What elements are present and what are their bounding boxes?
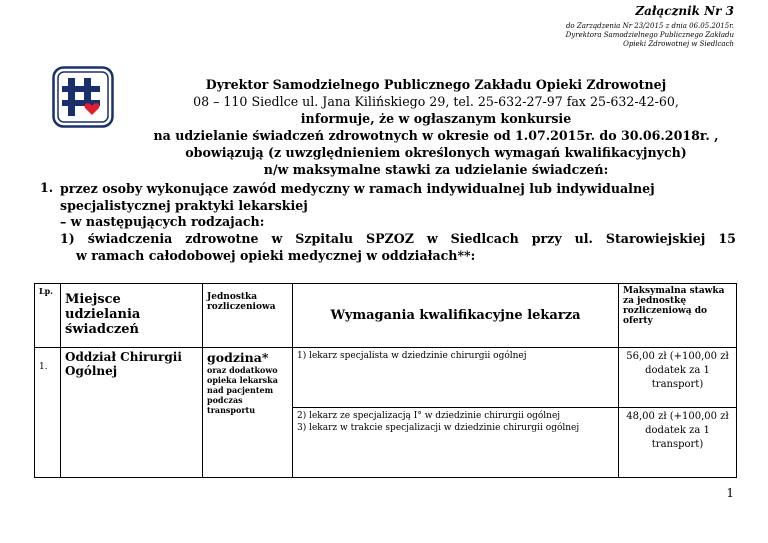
header-rate: Maksymalna stawka za jednostkę rozliczeniową do oferty xyxy=(619,284,737,348)
item-word: świadczenia xyxy=(87,231,173,246)
annex-title: Załącznik Nr 3 xyxy=(635,4,734,18)
rates-table xyxy=(34,283,737,478)
header-line: Dyrektor Samodzielnego Publicznego Zakładu Opieki Zdrowotnej xyxy=(205,77,667,92)
section-text: przez osoby wykonujące zawód medyczny w ramach indywidualnej lub indywidualnej specjalistycznej praktyki lekarskiej xyxy=(60,181,655,213)
requirement-b xyxy=(293,408,619,478)
table-header-row xyxy=(35,284,737,348)
annex-ref-line: Dyrektora Samodzielnego Publicznego Zakładu xyxy=(565,31,734,39)
item-word: 15 xyxy=(718,231,736,246)
section-subtext: – w następujących rodzajach: xyxy=(60,214,265,229)
rate-b: 48,00 zł (+100,00 zł dodatek za 1 transport) xyxy=(619,408,737,478)
header-line: informuje, że w ogłaszanym konkursie xyxy=(300,111,572,126)
item-word: w xyxy=(426,231,438,246)
table-row xyxy=(35,348,737,408)
annex-ref-line: Opieki Zdrowotnej w Siedlcach xyxy=(623,40,734,48)
item-word: Szpitalu xyxy=(295,231,354,246)
header-lp: Lp. xyxy=(35,284,61,348)
requirement-b2: 3) lekarz w trakcie specjalizacji w dziedzinie chirurgii ogólnej xyxy=(297,423,580,433)
header-line: n/w maksymalne stawki za udzielanie świadczeń: xyxy=(263,162,609,177)
header-unit: Jednostka rozliczeniowa xyxy=(203,284,293,348)
annex-reference xyxy=(534,22,734,49)
section-item-line2: w ramach całodobowej opieki medycznej w oddziałach**: xyxy=(76,248,476,263)
unit-main: godzina* xyxy=(207,350,269,365)
item-word: SPZOZ xyxy=(365,231,414,246)
item-word: 1) xyxy=(60,231,75,246)
item-word: zdrowotne xyxy=(185,231,259,246)
spzoz-logo-icon xyxy=(52,66,114,128)
row-place: Oddział Chirurgii Ogólnej xyxy=(61,348,203,478)
header-line: obowiązują (z uwzględnieniem określonych wymagań kwalifikacyjnych) xyxy=(185,145,687,160)
item-word: w xyxy=(271,231,283,246)
header-line: na udzielanie świadczeń zdrowotnych w okresie od 1.07.2015r. do 30.06.2018r. , xyxy=(153,128,719,143)
section-number: 1. xyxy=(40,180,54,195)
rate-a: 56,00 zł (+100,00 zł dodatek za 1 transport) xyxy=(619,348,737,408)
page-number: 1 xyxy=(726,486,734,500)
row-lp: 1. xyxy=(35,348,61,478)
document-header xyxy=(120,76,752,178)
header-place: Miejsce udzielania świadczeń xyxy=(61,284,203,348)
item-word: przy xyxy=(531,231,562,246)
item-word: Siedlcach xyxy=(450,231,519,246)
header-line: 08 – 110 Siedlce ul. Jana Kilińskiego 29, tel. 25-632-27-97 fax 25-632-42-60, xyxy=(193,94,679,109)
annex-ref-line: do Zarządzenia Nr 23/2015 z dnia 06.05.2015r. xyxy=(565,22,734,30)
requirement-a: 1) lekarz specjalista w dziedzinie chirurgii ogólnej xyxy=(293,348,619,408)
section-item xyxy=(60,231,736,246)
item-word: ul. xyxy=(574,231,593,246)
row-unit xyxy=(203,348,293,478)
unit-sub: oraz dodatkowo opieka lekarska nad pacjentem podczas transportu xyxy=(207,365,278,415)
header-requirements: Wymagania kwalifikacyjne lekarza xyxy=(293,284,619,348)
requirement-b1: 2) lekarz ze specjalizacją I° w dziedzinie chirurgii ogólnej xyxy=(297,411,561,421)
item-word: Starowiejskiej xyxy=(605,231,706,246)
